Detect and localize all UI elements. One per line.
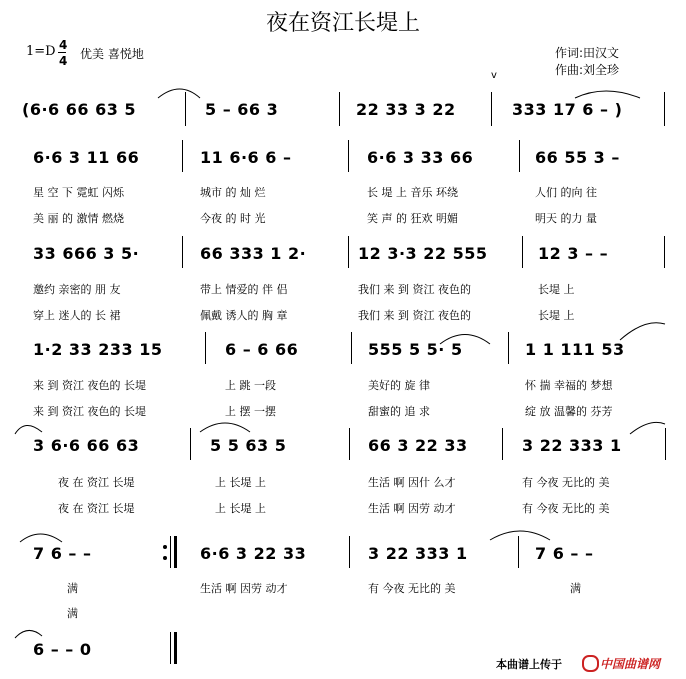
measure-3-1: 33 666 3 5· bbox=[33, 244, 140, 263]
lyric-2-3b: 笑 声 的 狂欢 明媚 bbox=[367, 212, 458, 225]
measure-4-1: 1·2 33 233 15 bbox=[33, 340, 163, 359]
slur bbox=[158, 89, 200, 98]
lyric-2-4b: 明天 的力 量 bbox=[535, 212, 597, 225]
slur bbox=[200, 423, 250, 432]
lyric-2-4a: 人们 的向 往 bbox=[535, 186, 597, 199]
measure-3-3: 12 3·3 22 555 bbox=[358, 244, 488, 263]
upload-label: 本曲谱上传于 bbox=[496, 658, 562, 671]
lyric-4-4b: 绽 放 温馨的 芬芳 bbox=[525, 405, 613, 418]
lyric-4-2b: 上 摆 一摆 bbox=[225, 405, 276, 418]
measure-4-2: 6 – 6 66 bbox=[225, 340, 299, 359]
site-name: 中国曲谱网 bbox=[600, 657, 661, 671]
lyric-5-1a: 夜 在 资江 长堤 bbox=[58, 476, 135, 489]
lyric-5-2a: 上 长堤 上 bbox=[215, 476, 266, 489]
lyric-2-1b: 美 丽 的 激情 燃烧 bbox=[33, 212, 124, 225]
lyric-4-2a: 上 跳 一段 bbox=[225, 379, 276, 392]
lyric-3-4b: 长堤 上 bbox=[538, 309, 575, 322]
measure-2-4: 66 55 3 – bbox=[535, 148, 620, 167]
measure-3-2: 66 333 1 2· bbox=[200, 244, 307, 263]
lyric-5-4b: 有 今夜 无比的 美 bbox=[522, 502, 610, 515]
measure-6-1: 7 6 – – bbox=[33, 544, 92, 563]
lyric-4-1a: 来 到 资江 夜色的 长堤 bbox=[33, 379, 146, 392]
slur bbox=[630, 422, 665, 434]
lyric-4-1b: 来 到 资江 夜色的 长堤 bbox=[33, 405, 146, 418]
lyric-6-4a: 满 bbox=[570, 582, 581, 595]
lyric-2-2a: 城市 的 灿 烂 bbox=[200, 186, 266, 199]
lyric-3-2b: 佩戴 诱人的 胸 章 bbox=[200, 309, 288, 322]
slur bbox=[20, 534, 62, 542]
lyric-2-1a: 星 空 下 霓虹 闪烁 bbox=[33, 186, 124, 199]
slur bbox=[620, 323, 665, 340]
measure-5-4: 3 22 333 1 bbox=[522, 436, 622, 455]
measure-5-1: 3 6·6 66 63 bbox=[33, 436, 140, 455]
lyric-5-2b: 上 长堤 上 bbox=[215, 502, 266, 515]
lyric-4-3b: 甜蜜的 追 求 bbox=[368, 405, 430, 418]
lyric-6-1b: 满 bbox=[67, 607, 78, 620]
measure-2-3: 6·6 3 33 66 bbox=[367, 148, 474, 167]
breath-mark: v bbox=[491, 70, 497, 81]
lyric-4-3a: 美好的 旋 律 bbox=[368, 379, 430, 392]
key-signature: 1=D bbox=[26, 44, 56, 59]
measure-6-4: 7 6 – – bbox=[535, 544, 594, 563]
slur bbox=[15, 630, 42, 638]
slur bbox=[15, 425, 42, 434]
lyric-3-1a: 邀约 亲密的 朋 友 bbox=[33, 283, 121, 296]
lyric-6-1a: 满 bbox=[67, 582, 78, 595]
performance-style: 优美 喜悦地 bbox=[80, 47, 144, 61]
measure-6-3: 3 22 333 1 bbox=[368, 544, 468, 563]
measure-1-1: (6·6 66 63 5 bbox=[22, 100, 137, 119]
slur bbox=[575, 91, 640, 98]
lyric-3-3b: 我们 来 到 资江 夜色的 bbox=[358, 309, 471, 322]
lyric-6-2a: 生活 啊 因劳 动才 bbox=[200, 582, 288, 595]
measure-1-2: 5 – 66 3 bbox=[205, 100, 279, 119]
lyric-3-4a: 长堤 上 bbox=[538, 283, 575, 296]
measure-2-1: 6·6 3 11 66 bbox=[33, 148, 140, 167]
lyric-4-4a: 怀 揣 幸福的 梦想 bbox=[525, 379, 613, 392]
measure-5-3: 66 3 22 33 bbox=[368, 436, 468, 455]
page-title: 夜在资江长堤上 bbox=[265, 11, 420, 36]
lyric-5-3b: 生活 啊 因劳 动才 bbox=[368, 502, 456, 515]
lyric-2-3a: 长 堤 上 音乐 环绕 bbox=[367, 186, 458, 199]
time-signature-bottom: 4 bbox=[59, 54, 68, 68]
lyric-2-2b: 今夜 的 时 光 bbox=[200, 212, 266, 225]
time-signature-top: 4 bbox=[59, 38, 68, 52]
measure-1-4: 333 17 6 – ) bbox=[512, 100, 623, 119]
measure-2-2: 11 6·6 6 – bbox=[200, 148, 292, 167]
lyric-3-3a: 我们 来 到 资江 夜色的 bbox=[358, 283, 471, 296]
measure-7-1: 6 – – 0 bbox=[33, 640, 92, 659]
measure-5-2: 5 5 63 5 bbox=[210, 436, 287, 455]
measure-1-3: 22 33 3 22 bbox=[356, 100, 456, 119]
lyric-3-2a: 带上 情爱的 伴 侣 bbox=[200, 283, 288, 296]
slur bbox=[490, 531, 550, 540]
slur bbox=[440, 335, 490, 345]
composer-credit: 作曲:刘全珍 bbox=[555, 63, 620, 77]
lyric-5-3a: 生活 啊 因什 么才 bbox=[368, 476, 456, 489]
lyric-3-1b: 穿上 迷人的 长 裙 bbox=[33, 309, 121, 322]
measure-3-4: 12 3 – – bbox=[538, 244, 609, 263]
lyricist-credit: 作词:田汉文 bbox=[555, 46, 620, 60]
lyric-5-1b: 夜 在 资江 长堤 bbox=[58, 502, 135, 515]
lyric-5-4a: 有 今夜 无比的 美 bbox=[522, 476, 610, 489]
lyric-6-3a: 有 今夜 无比的 美 bbox=[368, 582, 456, 595]
measure-6-2: 6·6 3 22 33 bbox=[200, 544, 307, 563]
measure-4-4: 1 1 111 53 bbox=[525, 340, 625, 359]
measure-4-3: 555 5 5· 5 bbox=[368, 340, 463, 359]
